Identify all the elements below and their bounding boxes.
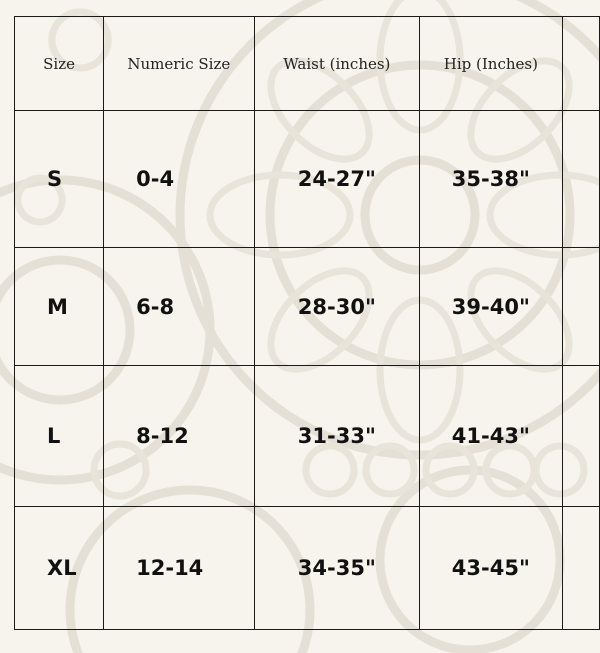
cell-size: L: [15, 366, 104, 507]
table-row: [15, 507, 600, 630]
cell-extra: [562, 507, 599, 630]
cell-waist: 28-30": [254, 248, 420, 366]
header-numeric-size: Numeric Size: [104, 17, 254, 111]
cell-numeric-size: 8-12: [104, 366, 254, 507]
cell-waist: 34-35": [254, 507, 420, 630]
cell-numeric-size: 12-14: [104, 507, 254, 630]
table-row: [15, 111, 600, 248]
header-size: Size: [15, 17, 104, 111]
cell-extra: [562, 111, 599, 248]
cell-numeric-size: 0-4: [104, 111, 254, 248]
cell-extra: [562, 366, 599, 507]
cell-size: S: [15, 111, 104, 248]
cell-waist: 24-27": [254, 111, 420, 248]
header-extra-cell: [562, 17, 599, 111]
cell-waist: 31-33": [254, 366, 420, 507]
size-chart-table: [14, 16, 600, 630]
cell-hip: 39-40": [420, 248, 562, 366]
table-row: [15, 248, 600, 366]
header-hip: Hip (Inches): [420, 17, 562, 111]
cell-numeric-size: 6-8: [104, 248, 254, 366]
cell-hip: 43-45": [420, 507, 562, 630]
table-header-row: [15, 17, 600, 111]
cell-extra: [562, 248, 599, 366]
table-row: [15, 366, 600, 507]
cell-size: M: [15, 248, 104, 366]
cell-hip: 41-43": [420, 366, 562, 507]
cell-hip: 35-38": [420, 111, 562, 248]
header-waist: Waist (inches): [254, 17, 420, 111]
cell-size: XL: [15, 507, 104, 630]
